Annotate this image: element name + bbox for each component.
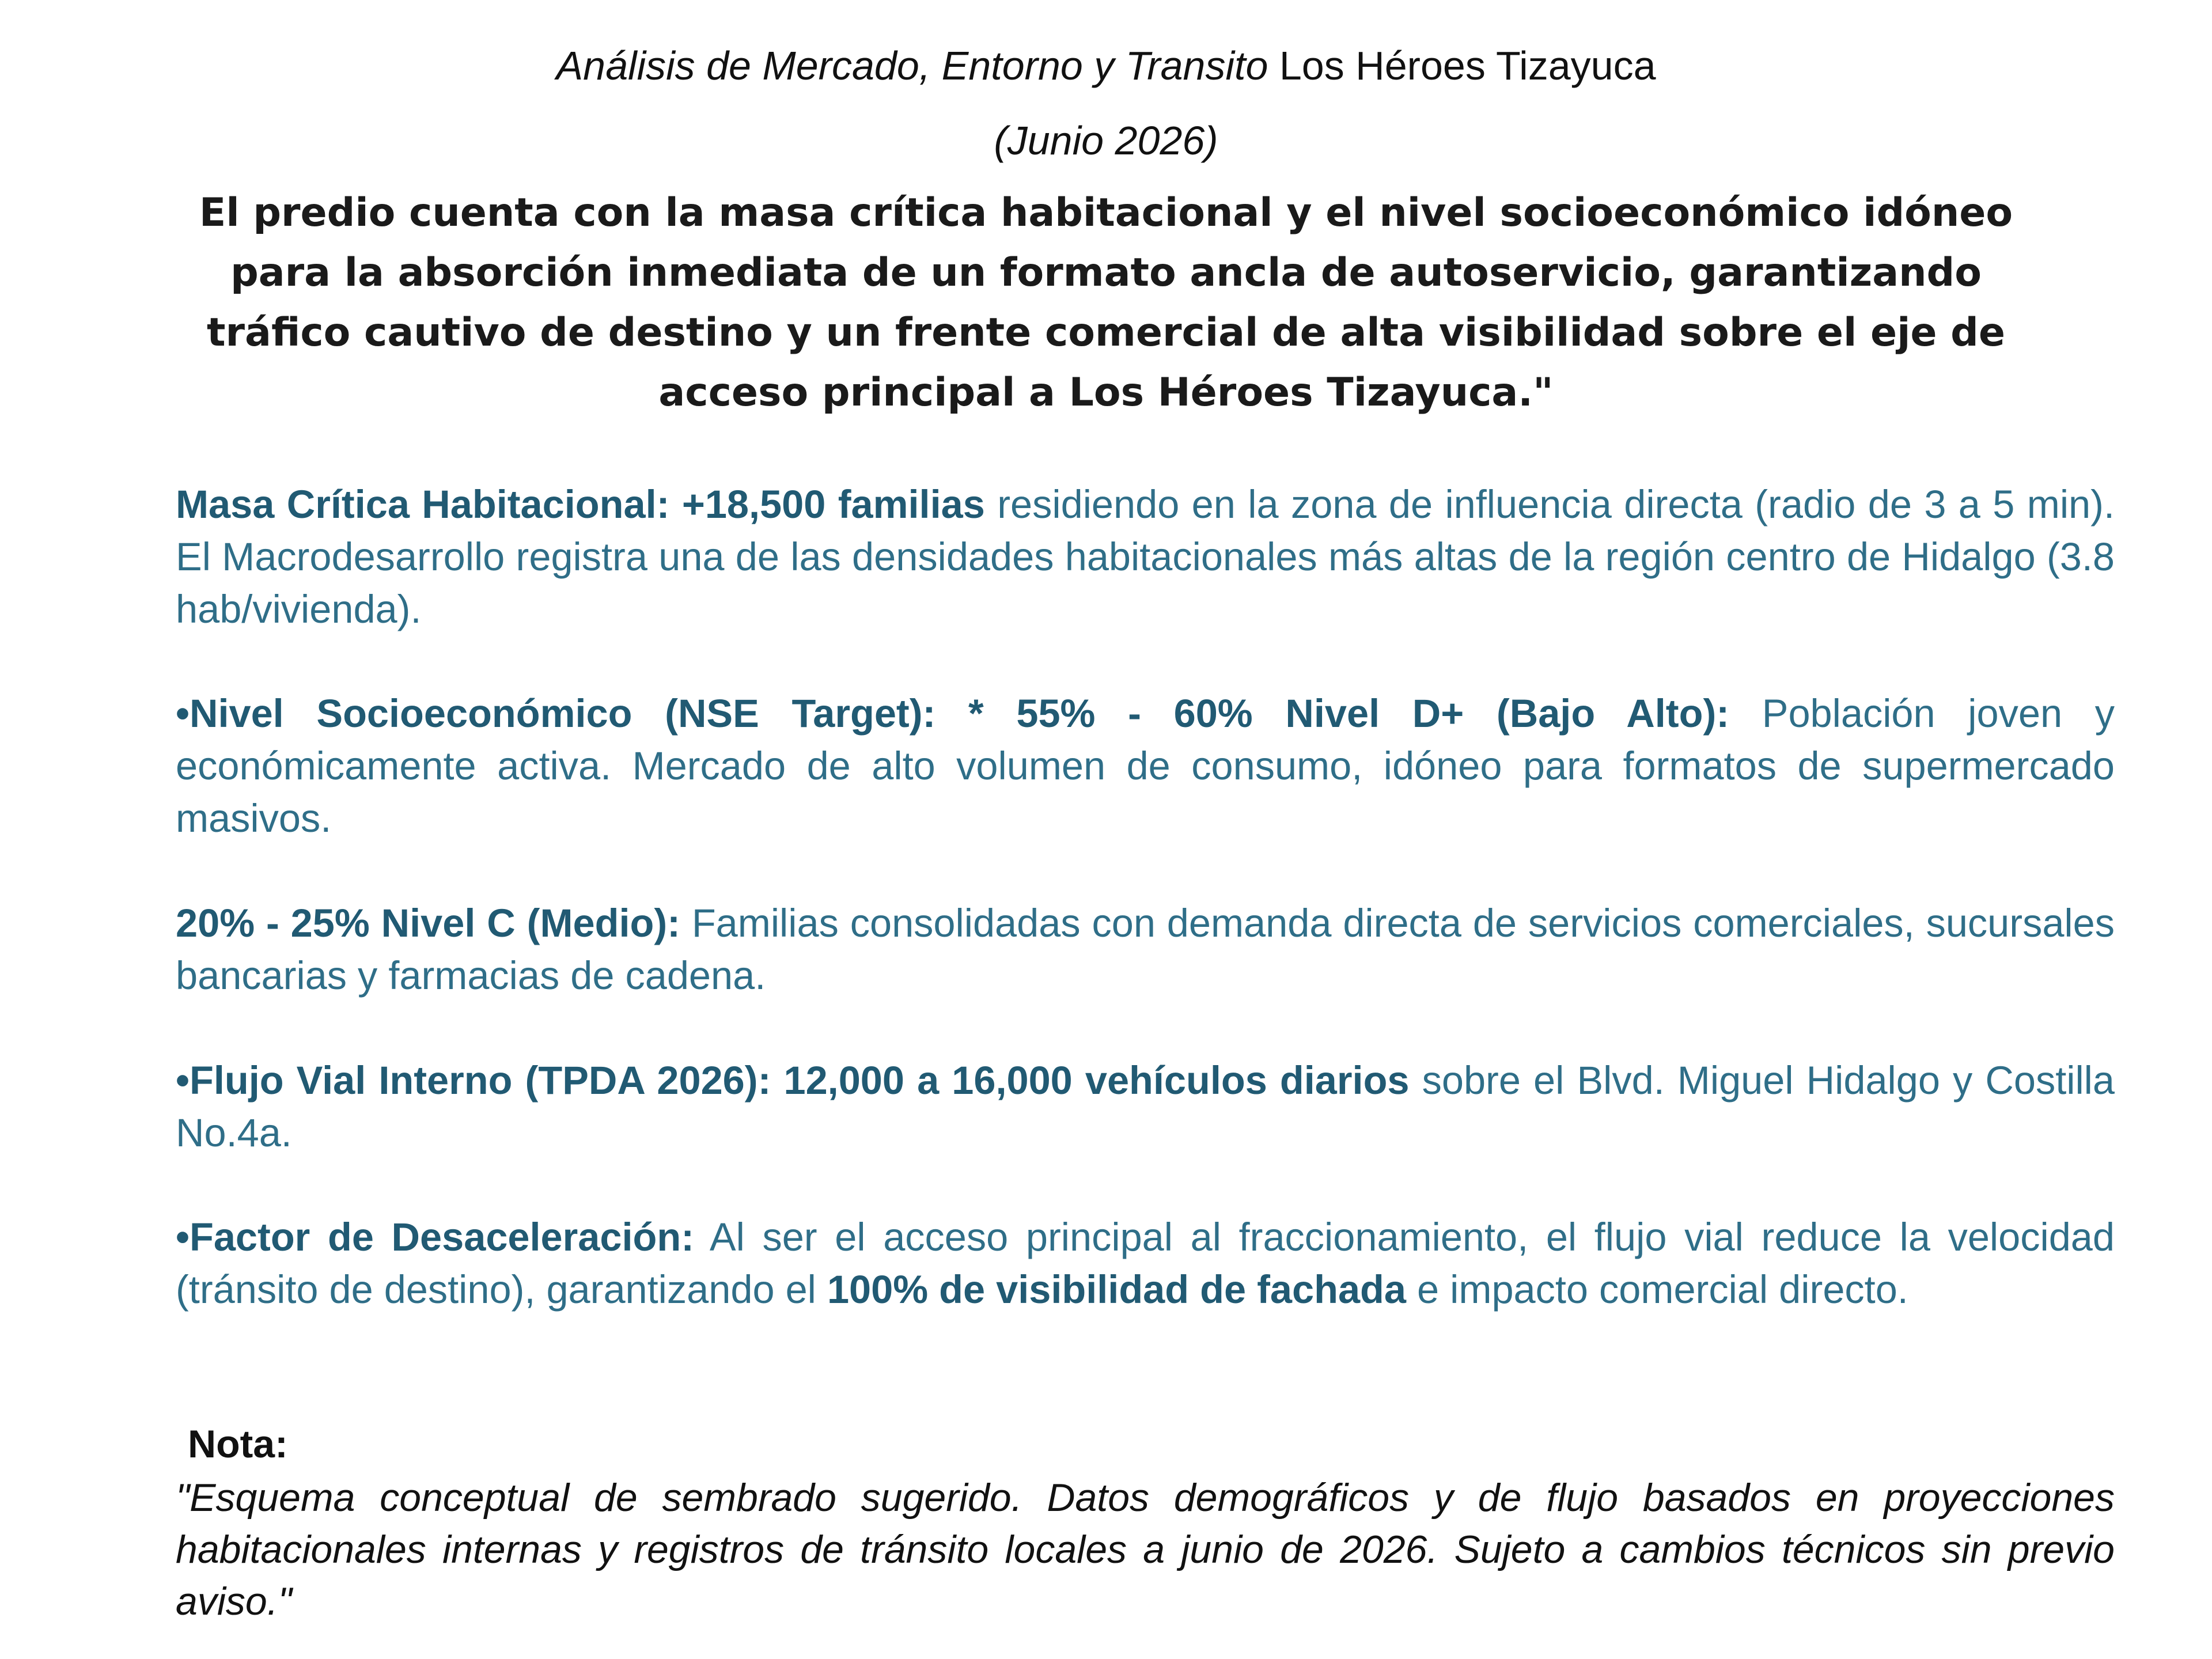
nse-label: •Nivel Socioeconómico (NSE Target): <box>176 691 936 736</box>
section-flujo-vial <box>176 1054 2115 1159</box>
nse-text: Población joven y económicamente activa. Mercado de alto volumen de consumo, idóneo para formatos de supermercado masivos. <box>176 691 2115 840</box>
masa-label: Masa Crítica Habitacional: <box>176 482 670 527</box>
title-italic: Análisis de Mercado, Entorno y Transito <box>556 43 1268 88</box>
factor-highlight: 100% de visibilidad de fachada <box>827 1267 1406 1312</box>
factor-text-before: Al ser el acceso principal al fraccionamiento, el flujo vial reduce la velocidad (tránsito de destino), garantizando el <box>176 1215 2115 1312</box>
flujo-text: sobre el Blvd. Miguel Hidalgo y Costilla No.4a. <box>176 1058 2115 1155</box>
factor-label: •Factor de Desaceleración: <box>176 1215 695 1259</box>
masa-highlight: +18,500 familias <box>681 482 985 527</box>
section-nivel-c <box>176 897 2115 1002</box>
flujo-highlight: 12,000 a 16,000 vehículos diarios <box>783 1058 1410 1103</box>
title-place: Los Héroes Tizayuca <box>1279 43 1656 88</box>
masa-text: residiendo en la zona de influencia directa (radio de 3 a 5 min). El Macrodesarrollo registra una de las densidades habitacionales más altas de la región centro de Hidalgo (3.8 hab/vivienda). <box>176 482 2115 631</box>
nivel-c-text: Familias consolidadas con demanda directa de servicios comerciales, sucursales bancarias y farmacias de cadena. <box>176 901 2115 998</box>
section-factor-desaceleracion <box>176 1211 2115 1316</box>
section-nivel-socioeconomico <box>176 687 2115 844</box>
document-title <box>0 38 2212 93</box>
nota-label: Nota: <box>188 1422 288 1466</box>
nota-text: "Esquema conceptual de sembrado sugerido. Datos demográficos y de flujo basados en proyecciones habitacionales internas y registros de tránsito locales a junio de 2026. Sujeto a cambios técnicos sin previo aviso." <box>176 1476 2115 1623</box>
section-masa-critica <box>176 478 2115 635</box>
nse-highlight: * 55% - 60% Nivel D+ (Bajo Alto): <box>968 691 1730 736</box>
factor-text-after: e impacto comercial directo. <box>1417 1267 1908 1312</box>
executive-summary: El predio cuenta con la masa crítica habitacional y el nivel socioeconómico idóneo para la absorción inmediata de un formato ancla de autoservicio, garantizando tráfico cautivo de destino y un frente comercial de alta visibilidad sobre el eje de acceso principal a Los Héroes Tizayuca." <box>199 190 2013 415</box>
document-date: (Junio 2026) <box>994 118 1218 163</box>
nivel-c-label: 20% - 25% Nivel C (Medio): <box>176 901 680 945</box>
flujo-label: •Flujo Vial Interno (TPDA 2026): <box>176 1058 771 1103</box>
